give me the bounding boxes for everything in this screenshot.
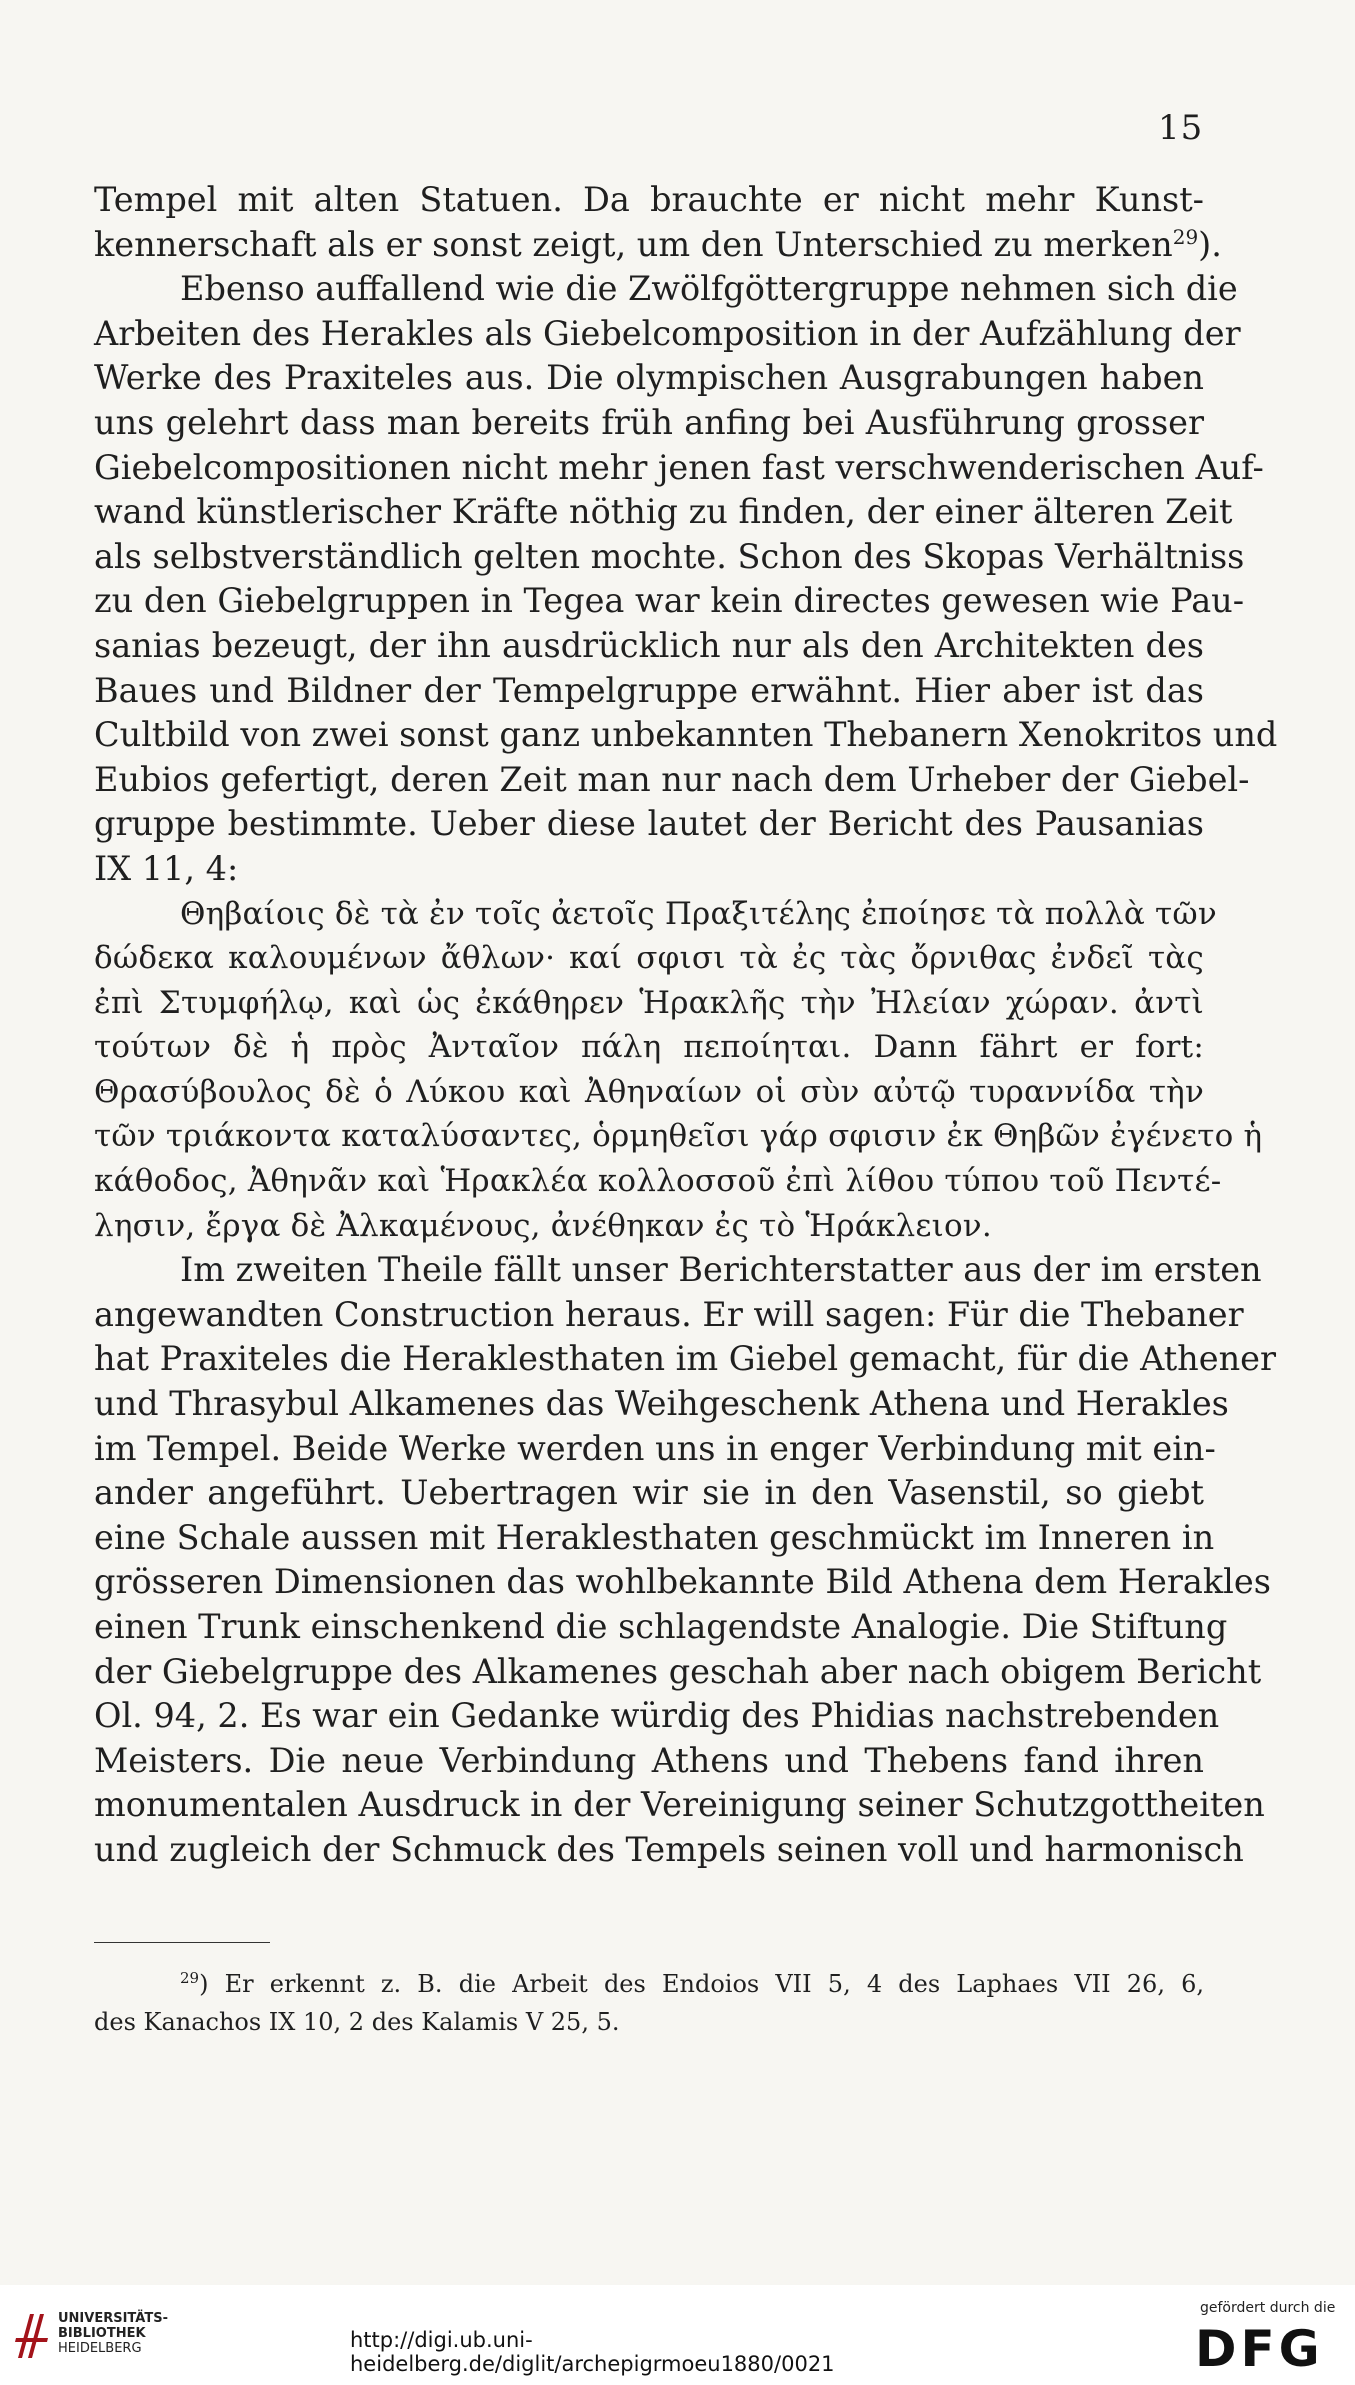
- logo-line-1: UNIVERSITÄTS-: [58, 2311, 168, 2326]
- text-line: ἐπὶ Στυμφήλῳ, καὶ ὡς ἐκάθηρεν Ἡρακλῆς τὴν Ἠλείαν χώραν. ἀντὶ: [94, 984, 1204, 1021]
- text-line: und Thrasybul Alkamenes das Weihgeschenk Athena und Herakles: [94, 1384, 1229, 1424]
- text-line: IX 11, 4:: [94, 848, 239, 888]
- text-line: monumentalen Ausdruck in der Vereinigung seiner Schutzgottheiten: [94, 1785, 1265, 1825]
- permalink-url[interactable]: http://digi.ub.uni-heidelberg.de/diglit/archepigrmoeu1880/0021: [350, 2328, 835, 2376]
- logo-line-3: HEIDELBERG: [58, 2341, 142, 2356]
- text-line: Im zweiten Theile fällt unser Berichterstatter aus der im ersten: [180, 1250, 1262, 1290]
- text-line: Eubios gefertigt, deren Zeit man nur nach dem Urheber der Giebel-: [94, 759, 1250, 799]
- text-line: Θηβαίοις δὲ τὰ ἐν τοῖς ἀετοῖς Πραξιτέλης ἐποίησε τὰ πολλὰ τῶν: [180, 895, 1217, 932]
- text-line: der Giebelgruppe des Alkamenes geschah aber nach obigem Bericht: [94, 1651, 1262, 1691]
- text-line: Meisters. Die neue Verbindung Athens und Thebens fand ihren: [94, 1740, 1204, 1780]
- text-line: δώδεκα καλουμένων ἄθλων· καί σφισι τὰ ἐς τὰς ὄρνιθας ἐνδεῖ τὰς: [94, 940, 1204, 977]
- dfg-logo: DFG: [1195, 2320, 1324, 2378]
- text-line: λησιν, ἔργα δὲ Ἀλκαμένους, ἀνέθηκαν ἐς τὸ Ἡράκλειον.: [94, 1207, 992, 1244]
- footnote-line: des Kanachos IX 10, 2 des Kalamis V 25, 5.: [94, 2008, 620, 2036]
- text-line: zu den Giebelgruppen in Tegea war kein directes gewesen wie Pau-: [94, 581, 1245, 621]
- library-logo-text: [58, 2311, 168, 2356]
- text-line: Tempel mit alten Statuen. Da brauchte er nicht mehr Kunst-: [94, 180, 1204, 219]
- text-line: eine Schale aussen mit Heraklesthaten geschmückt im Inneren in: [94, 1517, 1215, 1557]
- text-line: wand künstlerischer Kräfte nöthig zu finden, der einer älteren Zeit: [94, 492, 1233, 532]
- text-line: gruppe bestimmte. Ueber diese lautet der Bericht des Pausanias: [94, 804, 1204, 844]
- text-line: Werke des Praxiteles aus. Die olympischen Ausgrabungen haben: [94, 358, 1204, 398]
- text-line: Giebelcompositionen nicht mehr jenen fast verschwenderischen Auf-: [94, 447, 1264, 487]
- text-line: Cultbild von zwei sonst ganz unbekannten Thebanern Xenokritos und: [94, 715, 1278, 755]
- text-line: Arbeiten des Herakles als Giebelcomposition in der Aufzählung der: [94, 313, 1241, 353]
- text-line: Ebenso auffallend wie die Zwölfgöttergruppe nehmen sich die: [180, 269, 1238, 309]
- logo-line-2: BIBLIOTHEK: [58, 2326, 146, 2341]
- footnote-line: $^{29}$) Er erkennt z. B. die Arbeit des Endoios VII 5, 4 des Laphaes VII 26, 6,: [180, 1969, 1204, 1998]
- text-line: ander angeführt. Uebertragen wir sie in den Vasenstil, so giebt: [94, 1473, 1204, 1513]
- text-line: grösseren Dimensionen das wohlbekannte Bild Athena dem Herakles: [94, 1562, 1271, 1602]
- text-line: Θρασύβουλος δὲ ὁ Λύκου καὶ Ἀθηναίων οἱ σὺν αὐτῷ τυραννίδα τὴν: [94, 1073, 1204, 1110]
- text-line: im Tempel. Beide Werke werden uns in enger Verbindung mit ein-: [94, 1428, 1216, 1468]
- text-line: τῶν τριάκοντα καταλύσαντες, ὁρμηθεῖσι γάρ σφισιν ἐκ Θηβῶν ἐγένετο ἡ: [94, 1118, 1263, 1155]
- page-number: 15: [1158, 108, 1204, 148]
- text-line: Baues und Bildner der Tempelgruppe erwähnt. Hier aber ist das: [94, 670, 1204, 710]
- text-line: hat Praxiteles die Heraklesthaten im Giebel gemacht, für die Athener: [94, 1339, 1276, 1379]
- text-line: uns gelehrt dass man bereits früh anfing bei Ausführung grosser: [94, 402, 1204, 442]
- footnote-rule: [94, 1942, 270, 1943]
- text-line: τούτων δὲ ἡ πρὸς Ἀνταῖον πάλη πεποίηται. Dann fährt er fort:: [94, 1029, 1204, 1066]
- body-text: [94, 178, 1278, 1873]
- library-logo-icon: [14, 2308, 50, 2362]
- footnote-ref: 29: [1172, 224, 1199, 249]
- funding-caption: gefördert durch die: [1200, 2300, 1336, 2316]
- text-line: kennerschaft als er sonst zeigt, um den Unterschied zu merken$^{29}$).: [94, 224, 1222, 264]
- text-line: sanias bezeugt, der ihn ausdrücklich nur als den Architekten des: [94, 625, 1204, 665]
- text-line: κάθοδος, Ἀθηνᾶν καὶ Ἡρακλέα κολλοσσοῦ ἐπὶ λίθου τύπου τοῦ Πεντέ-: [94, 1163, 1222, 1200]
- text-line: und zugleich der Schmuck des Tempels seinen voll und harmonisch: [94, 1829, 1244, 1869]
- text-line: einen Trunk einschenkend die schlagendste Analogie. Die Stiftung: [94, 1607, 1228, 1646]
- footnotes: [94, 1965, 1204, 2041]
- text-line: als selbstverständlich gelten mochte. Schon des Skopas Verhältniss: [94, 536, 1245, 576]
- text-line: angewandten Construction heraus. Er will sagen: Für die Thebaner: [94, 1294, 1244, 1334]
- text-line: Ol. 94, 2. Es war ein Gedanke würdig des Phidias nachstrebenden: [94, 1696, 1220, 1736]
